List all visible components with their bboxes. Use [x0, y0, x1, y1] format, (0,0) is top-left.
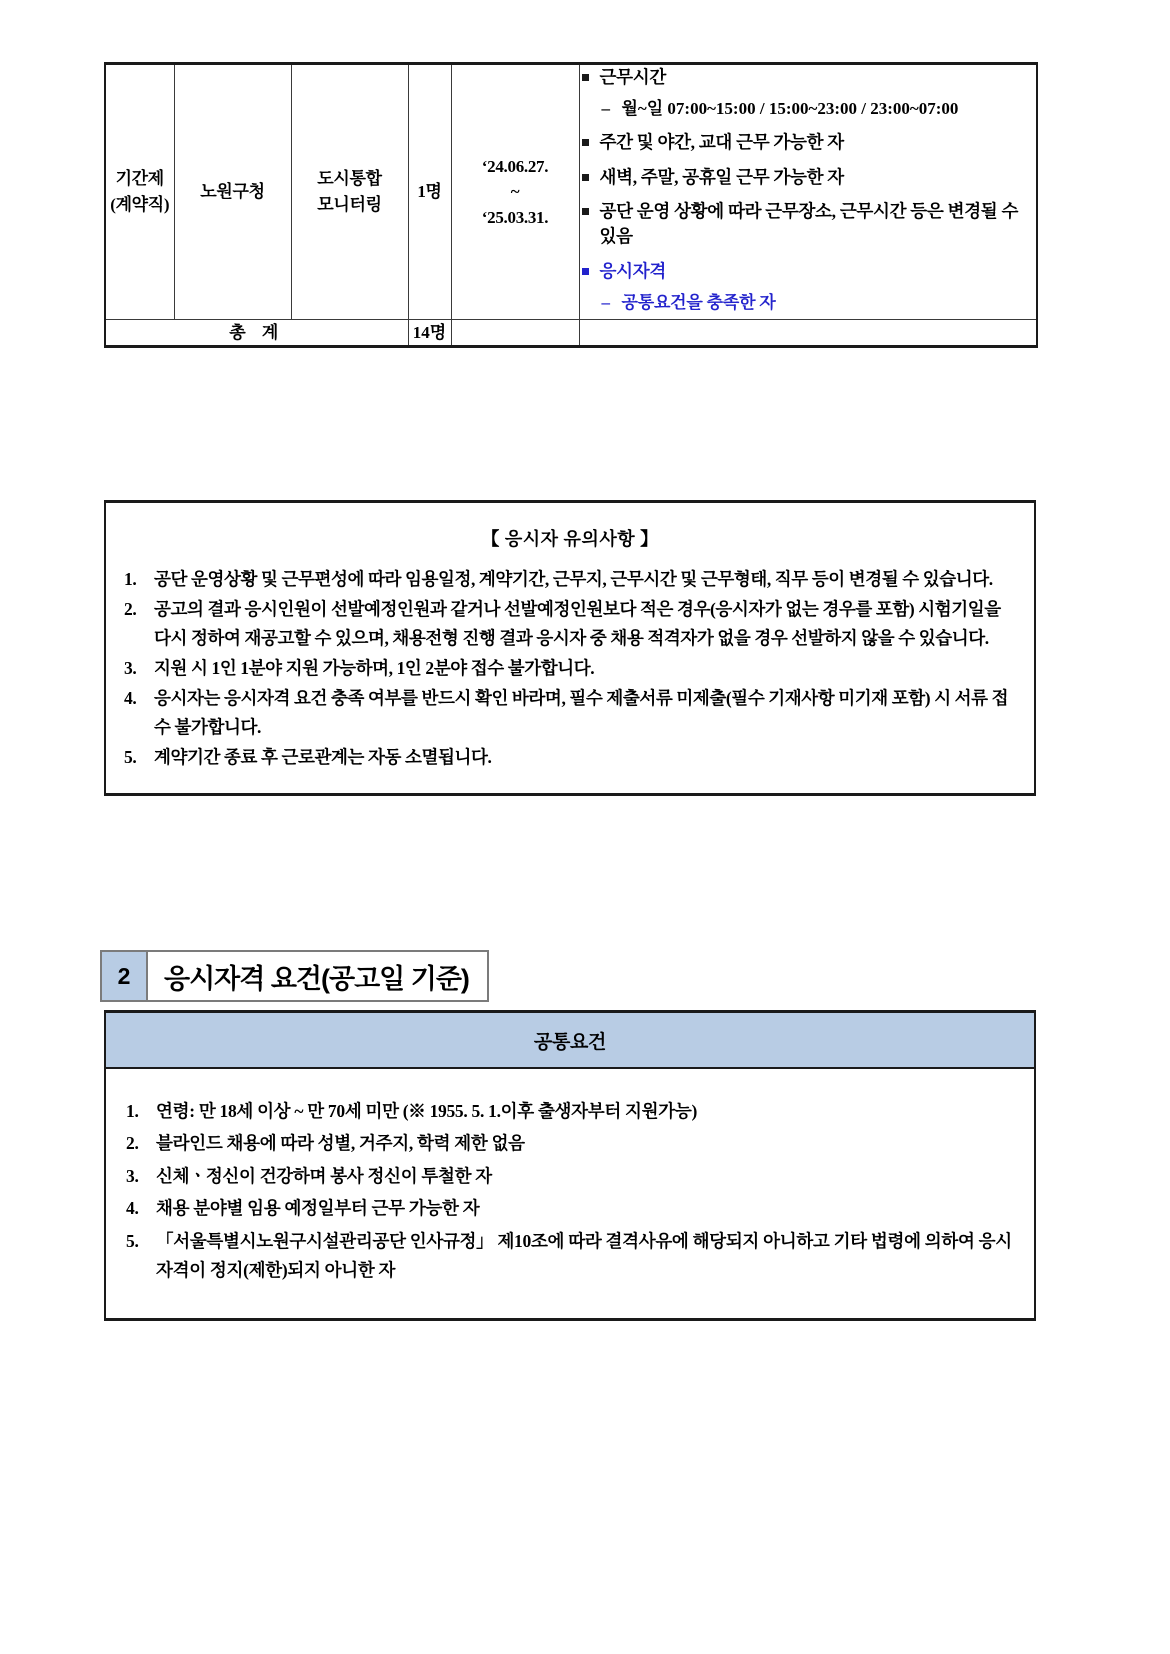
dash-bullet-icon: –	[601, 99, 610, 119]
requirements-list	[122, 1097, 1018, 1285]
section-number-badge: 2	[102, 952, 148, 1000]
detail-item	[580, 65, 1037, 121]
notice-number: 4.	[124, 688, 137, 709]
square-bullet-icon	[582, 74, 589, 81]
detail-subtext: 월~일 07:00~15:00 / 15:00~23:00 / 23:00~07:00	[621, 99, 959, 119]
common-requirements-header: 공통요건	[106, 1013, 1034, 1069]
detail-text: 새벽, 주말, 공휴일 근무 가능한 자	[599, 166, 844, 187]
detail-text: 근무시간	[599, 67, 666, 87]
requirement-text: 블라인드 채용에 따라 성별, 거주지, 학력 제한 없음	[156, 1133, 525, 1154]
notice-text: 지원 시 1인 1분야 지원 가능하며, 1인 2분야 접수 불가합니다.	[154, 658, 595, 679]
total-empty-details	[579, 319, 1037, 347]
detail-item	[580, 130, 1037, 155]
requirement-number: 2.	[126, 1133, 139, 1154]
square-bullet-icon	[582, 139, 589, 146]
list-item	[122, 1129, 1018, 1158]
list-item	[120, 565, 1020, 593]
list-item	[120, 684, 1020, 741]
notice-number: 1.	[124, 569, 137, 589]
notice-text: 공고의 결과 응시인원이 선발예정인원과 같거나 선발예정인원보다 적은 경우(응시자가 없는 경우를 포함) 시험기일을 다시 정하여 재공고할 수 있으며, 채용전형 진행 결과 응시자 중 채용 적격자가 없을 경우 선발하지 않을 수 있습니다.	[154, 599, 1001, 648]
notice-number: 5.	[124, 747, 137, 768]
position-line1: 도시통합	[317, 169, 382, 189]
detail-subtext: 공통요건을 충족한 자	[621, 293, 776, 313]
square-bullet-icon	[582, 174, 589, 181]
requirement-text: 「서울특별시노원구시설관리공단 인사규정」 제10조에 따라 결격사유에 해당되지 아니하고 기타 법령에 의하여 응시자격이 정지(제한)되지 아니한 자	[156, 1230, 1012, 1280]
list-item	[120, 743, 1020, 771]
notice-list	[120, 565, 1020, 771]
period-end: ‘25.03.31.	[481, 207, 549, 227]
notice-text: 응시자는 응시자격 요건 충족 여부를 반드시 확인 바라며, 필수 제출서류 미제출(필수 기재사항 미기재 포함) 시 서류 접수 불가합니다.	[154, 688, 1009, 737]
square-bullet-icon	[582, 268, 589, 275]
requirement-number: 3.	[126, 1165, 139, 1186]
detail-item	[580, 199, 1037, 250]
employment-type-line2: (계약직)	[110, 194, 170, 214]
requirement-number: 1.	[126, 1101, 139, 1121]
detail-subitem	[600, 291, 1037, 315]
position-line2: 모니터링	[317, 194, 382, 214]
detail-text: 응시자격	[599, 260, 666, 281]
table-row	[105, 64, 1037, 320]
total-count: 14명	[408, 319, 451, 347]
common-requirements-body	[106, 1069, 1034, 1318]
cell-position	[291, 64, 408, 320]
requirement-text: 채용 분야별 임용 예정일부터 근무 가능한 자	[156, 1198, 480, 1219]
notice-number: 2.	[124, 599, 137, 620]
total-empty-period	[451, 319, 579, 347]
notice-title: 【 응시자 유의사항 】	[481, 529, 659, 549]
job-posting-table	[104, 62, 1038, 348]
cell-headcount: 1명	[408, 64, 451, 320]
applicant-notice-box	[104, 500, 1036, 796]
section-header-2	[100, 950, 489, 1002]
period-start: ‘24.06.27.	[481, 156, 549, 176]
detail-item	[580, 165, 1037, 190]
list-item	[122, 1227, 1018, 1286]
period-separator: ~	[510, 182, 520, 202]
detail-sublist	[600, 291, 1037, 315]
detail-sublist	[600, 97, 1037, 121]
detail-text: 주간 및 야간, 교대 근무 가능한 자	[599, 132, 844, 153]
notice-text: 계약기간 종료 후 근로관계는 자동 소멸됩니다.	[154, 747, 492, 768]
detail-bullet-list	[580, 65, 1037, 315]
employment-type-line1: 기간제	[115, 169, 164, 189]
notice-number: 3.	[124, 658, 137, 679]
common-requirements-table	[104, 1010, 1036, 1321]
list-item	[120, 654, 1020, 682]
detail-subitem	[600, 97, 1037, 121]
cell-details	[579, 64, 1037, 320]
list-item	[122, 1162, 1018, 1191]
list-item	[120, 595, 1020, 652]
cell-employment-type	[105, 64, 174, 320]
table-total-row	[105, 319, 1037, 347]
requirement-number: 4.	[126, 1198, 139, 1219]
requirement-text: 신체ㆍ정신이 건강하며 봉사 정신이 투철한 자	[156, 1165, 492, 1186]
dash-bullet-icon: –	[601, 293, 610, 313]
cell-organization: 노원구청	[174, 64, 291, 320]
cell-period	[451, 64, 579, 320]
notice-text: 공단 운영상황 및 근무편성에 따라 임용일정, 계약기간, 근무지, 근무시간 및 근무형태, 직무 등이 변경될 수 있습니다.	[154, 569, 993, 589]
total-label: 총 계	[105, 319, 408, 347]
detail-item-qualification	[580, 259, 1037, 315]
list-item	[122, 1097, 1018, 1126]
detail-text: 공단 운영 상황에 따라 근무장소, 근무시간 등은 변경될 수 있음	[599, 200, 1019, 247]
list-item	[122, 1194, 1018, 1223]
requirement-number: 5.	[126, 1230, 139, 1251]
square-bullet-icon	[582, 208, 589, 215]
requirement-text: 연령: 만 18세 이상 ~ 만 70세 미만 (※ 1955. 5. 1.이후 출생자부터 지원가능)	[156, 1101, 697, 1121]
page-title: 응시자격 요건(공고일 기준)	[164, 963, 469, 994]
